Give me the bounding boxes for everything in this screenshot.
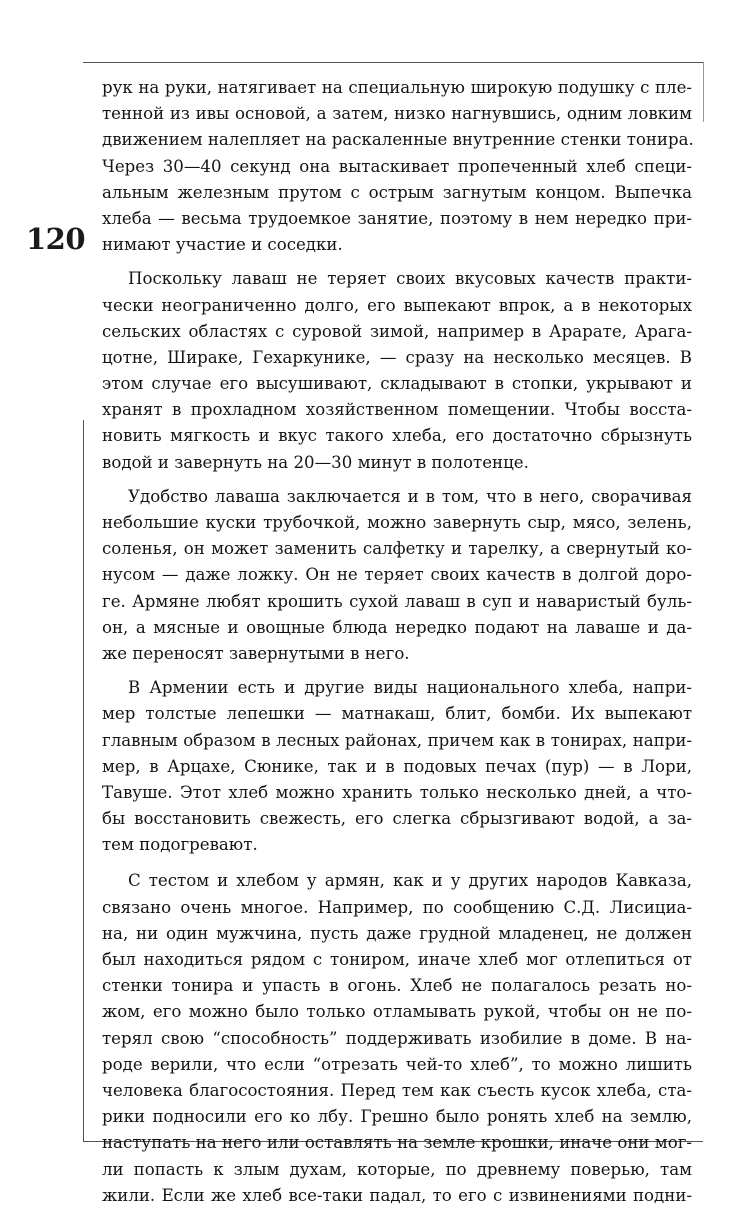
text-line: же переносят завернутыми в него. bbox=[102, 643, 410, 663]
text-line: терял свою “способность” поддерживать изобилие в доме. В на- bbox=[102, 1028, 692, 1048]
text-line: хранят в прохладном хозяйственном помещении. Чтобы восста- bbox=[102, 400, 692, 420]
text-line: тенной из ивы основой, а затем, низко нагнувшись, одним ловким bbox=[102, 104, 692, 124]
text-line: стенки тонира и упасть в огонь. Хлеб не полагалось резать но- bbox=[102, 976, 692, 996]
text-line: сельских областях с суровой зимой, например в Арарате, Арага- bbox=[102, 321, 692, 341]
text-line: Тавуше. Этот хлеб можно хранить только несколько дней, а что- bbox=[102, 782, 692, 802]
text-line: чески неограниченно долго, его выпекают впрок, а в некоторых bbox=[102, 295, 692, 315]
text-line: наступать на него или оставлять на земле крошки, иначе они мог- bbox=[102, 1133, 692, 1153]
text-line: движением налепляет на раскаленные внутренние стенки тонира. bbox=[102, 130, 694, 150]
text-line: был находиться рядом с тониром, иначе хлеб мог отлепиться от bbox=[102, 950, 692, 969]
text-line: Через 30—40 секунд она вытаскивает пропеченный хлеб специ- bbox=[102, 156, 692, 176]
text-line: на, ни один мужчина, пусть даже грудной младенец, не должен bbox=[102, 923, 692, 943]
text-line: альным железным прутом с острым загнутым концом. Выпечка bbox=[102, 182, 692, 202]
text-line: мер толстые лепешки — матнакаш, блит, бомби. Их выпекают bbox=[102, 704, 692, 724]
body-text bbox=[102, 75, 692, 1209]
right-rule bbox=[703, 62, 704, 122]
text-line: тем подогревают. bbox=[102, 835, 258, 855]
text-line: водой и завернуть на 20—30 минут в полотенце. bbox=[102, 452, 529, 472]
text-line: ли попасть к злым духам, которые, по древнему поверью, там bbox=[102, 1159, 692, 1179]
text-line: цотне, Шираке, Гехаркунике, — сразу на несколько месяцев. В bbox=[102, 347, 692, 367]
text-line: он, а мясные и овощные блюда нередко подают на лаваше и да- bbox=[102, 617, 692, 637]
text-line: ге. Армяне любят крошить сухой лаваш в суп и наваристый буль- bbox=[102, 591, 692, 611]
paragraph-start: Поскольку лаваш не теряет своих вкусовых качеств практи- bbox=[128, 269, 692, 289]
top-rule bbox=[83, 62, 703, 63]
text-line: жом, его можно было только отламывать рукой, чтобы он не по- bbox=[102, 1002, 692, 1022]
page-number: 120 bbox=[26, 222, 86, 256]
text-line: соленья, он может заменить салфетку и тарелку, а свернутый ко- bbox=[102, 539, 692, 559]
text-line: новить мягкость и вкус такого хлеба, его достаточно сбрызнуть bbox=[102, 426, 692, 446]
text-line: небольшие куски трубочкой, можно завернуть сыр, мясо, зелень, bbox=[102, 513, 692, 532]
text-line: нимают участие и соседки. bbox=[102, 235, 343, 255]
text-line: рук на руки, натягивает на специальную широкую подушку с пле- bbox=[102, 78, 692, 97]
paragraph-start: В Армении есть и другие виды национального хлеба, напри- bbox=[128, 678, 692, 698]
text-line: главным образом в лесных районах, причем как в тонирах, напри- bbox=[102, 730, 692, 750]
text-line: жили. Если же хлеб все-таки падал, то его с извинениями подни- bbox=[102, 1185, 692, 1205]
text-line: роде верили, что если “отрезать чей-то хлеб”, то можно лишить bbox=[102, 1054, 692, 1074]
text-line: нусом — даже ложку. Он не теряет своих качеств в долгой доро- bbox=[102, 565, 692, 585]
text-line: этом случае его высушивают, складывают в стопки, укрывают и bbox=[102, 374, 692, 394]
text-line: бы восстановить свежесть, его слегка сбрызгивают водой, а за- bbox=[102, 809, 692, 829]
paragraph-start: Удобство лаваша заключается и в том, что в него, сворачивая bbox=[128, 486, 692, 506]
text-line: хлеба — весьма трудоемкое занятие, поэтому в нем нередко при- bbox=[102, 208, 692, 228]
left-rule bbox=[83, 420, 84, 1142]
text-line: связано очень многое. Например, по сообщению С.Д. Лисициа- bbox=[102, 897, 692, 917]
text-line: мер, в Арцахе, Сюнике, так и в подовых печах (пур) — в Лори, bbox=[102, 756, 692, 776]
text-line: рики подносили его ко лбу. Грешно было ронять хлеб на землю, bbox=[102, 1107, 692, 1127]
text-line: человека благосостояния. Перед тем как съесть кусок хлеба, ста- bbox=[102, 1080, 692, 1100]
paragraph-start: С тестом и хлебом у армян, как и у других народов Кавказа, bbox=[128, 871, 692, 891]
